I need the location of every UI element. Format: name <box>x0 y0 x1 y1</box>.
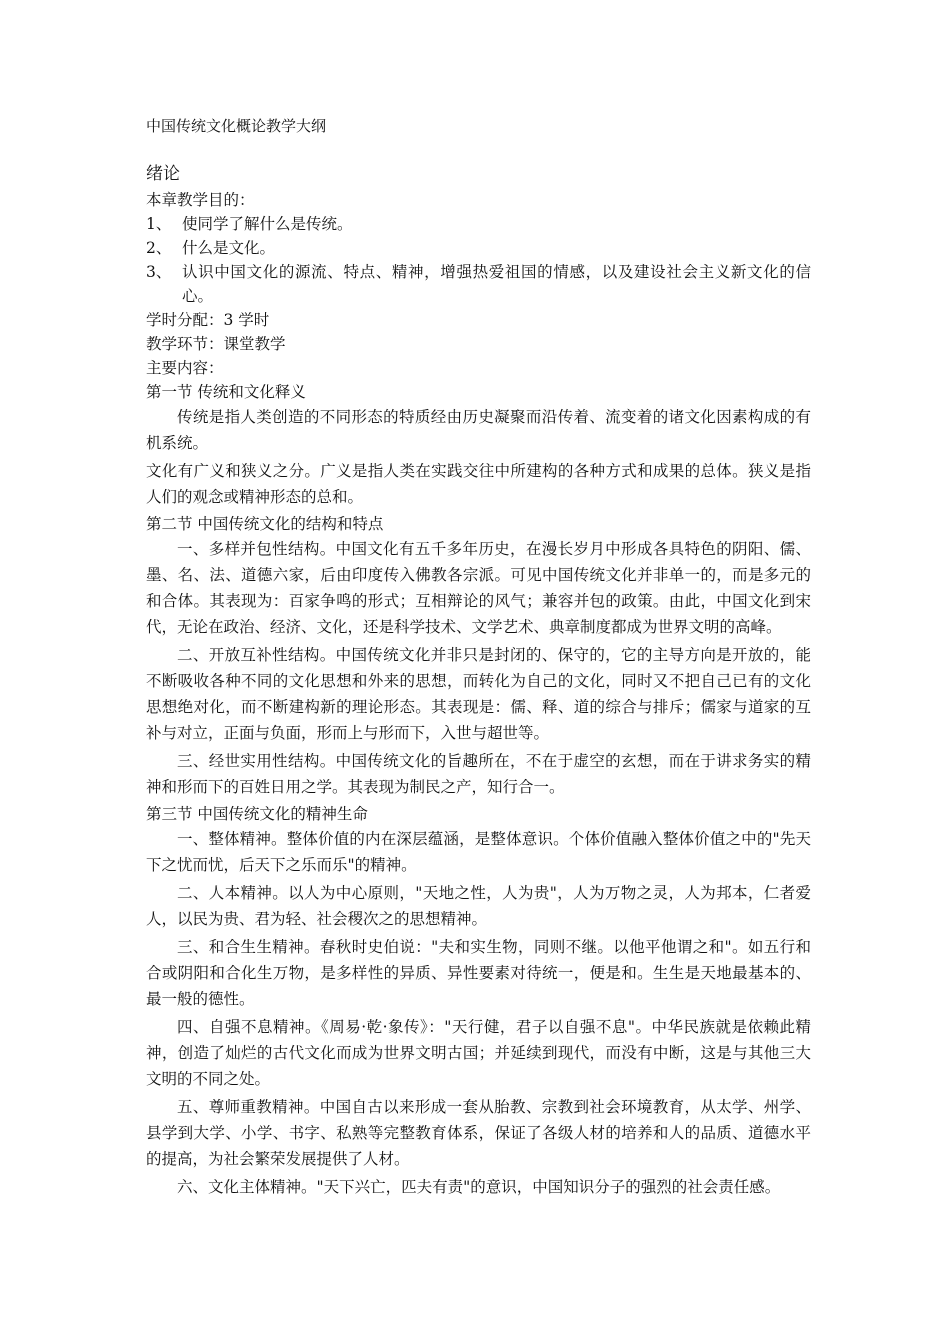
section-1-paragraph: 传统是指人类创造的不同形态的特质经由历史凝聚而沿传着、流变着的诸文化因素构成的有机系统。 <box>146 408 811 452</box>
section-1-paragraph: 文化有广义和狭义之分。广义是指人类在实践交往中所建构的各种方式和成果的总体。狭义是指人们的观念或精神形态的总和。 <box>146 462 811 506</box>
objective-number: 3、 <box>146 263 172 281</box>
section-3-paragraph: 五、尊师重教精神。中国自古以来形成一套从胎教、宗教到社会环境教育，从太学、州学、县学到大学、小学、书字、私熟等完整教育体系，保证了各级人材的培养和人的品质、道德水平的提高，为社会繁荣发展提供了人材。 <box>146 1098 811 1168</box>
objective-text: 什么是文化。 <box>182 239 276 257</box>
section-2-paragraph: 二、开放互补性结构。中国传统文化并非只是封闭的、保守的，它的主导方向是开放的，能不断吸收各种不同的文化思想和外来的思想，而转化为自己的文化，同时又不把自己已有的文化思想绝对化，而不断建构新的理论形态。其表现是：儒、释、道的综合与排斥；儒家与道家的互补与对立，正面与负面，形而上与形而下，入世与超世等。 <box>146 646 811 742</box>
section-3-paragraph: 三、和合生生精神。春秋时史伯说："夫和实生物，同则不继。以他平他谓之和"。如五行和合或阴阳和合化生万物，是多样性的异质、异性要素对待统一，便是和。生生是天地最基本的、最一般的德性。 <box>146 938 811 1008</box>
section-2-paragraph: 三、经世实用性结构。中国传统文化的旨趣所在，不在于虚空的玄想，而在于讲求务实的精神和形而下的百姓日用之学。其表现为制民之产，知行合一。 <box>146 752 811 796</box>
objective-text: 认识中国文化的源流、特点、精神，增强热爱祖国的情感，以及建设社会主义新文化的信心。 <box>182 263 811 305</box>
objective-item <box>146 236 811 260</box>
section-3-paragraph: 四、自强不息精神。《周易·乾·象传》："天行健，君子以自强不息"。中华民族就是依赖此精神，创造了灿烂的古代文化而成为世界文明古国；并延续到现代，而没有中断，这是与其他三大文明的不同之处。 <box>146 1018 811 1088</box>
document-page <box>146 116 811 1202</box>
section-3-paragraph: 六、文化主体精神。"天下兴亡，匹夫有责"的意识，中国知识分子的强烈的社会责任感。 <box>177 1178 781 1196</box>
content-label: 主要内容： <box>146 359 224 377</box>
section-3-title: 第三节 中国传统文化的精神生命 <box>146 805 368 823</box>
objective-item <box>146 212 811 236</box>
section-2-title: 第二节 中国传统文化的结构和特点 <box>146 515 384 533</box>
section-2-paragraph: 一、多样并包性结构。中国文化有五千多年历史，在漫长岁月中形成各具特色的阴阳、儒、墨、名、法、道德六家，后由印度传入佛教各宗派。可见中国传统文化并非单一的，而是多元的和合体。其表现为：百家争鸣的形式；互相辩论的风气；兼容并包的政策。由此，中国文化到宋代，无论在政治、经济、文化，还是科学技术、文学艺术、典章制度都成为世界文明的高峰。 <box>146 540 811 636</box>
section-3-paragraph: 一、整体精神。整体价值的内在深层蕴涵，是整体意识。个体价值融入整体价值之中的"先天下之忧而忧，后天下之乐而乐"的精神。 <box>146 830 811 874</box>
objective-item <box>146 260 811 308</box>
objective-number: 1、 <box>146 215 172 233</box>
chapter-title: 绪论 <box>146 164 180 184</box>
hours-allocation: 学时分配：3 学时 <box>146 311 270 329</box>
objective-text: 使同学了解什么是传统。 <box>182 215 353 233</box>
objectives-label: 本章教学目的： <box>146 191 255 209</box>
document-title: 中国传统文化概论教学大纲 <box>146 117 327 135</box>
section-3-paragraph: 二、人本精神。以人为中心原则，"天地之性，人为贵"，人为万物之灵，人为邦本，仁者爱人，以民为贵、君为轻、社会稷次之的思想精神。 <box>146 884 811 928</box>
objective-number: 2、 <box>146 239 172 257</box>
section-1-title: 第一节 传统和文化释义 <box>146 383 306 401</box>
teaching-mode: 教学环节：课堂教学 <box>146 335 286 353</box>
